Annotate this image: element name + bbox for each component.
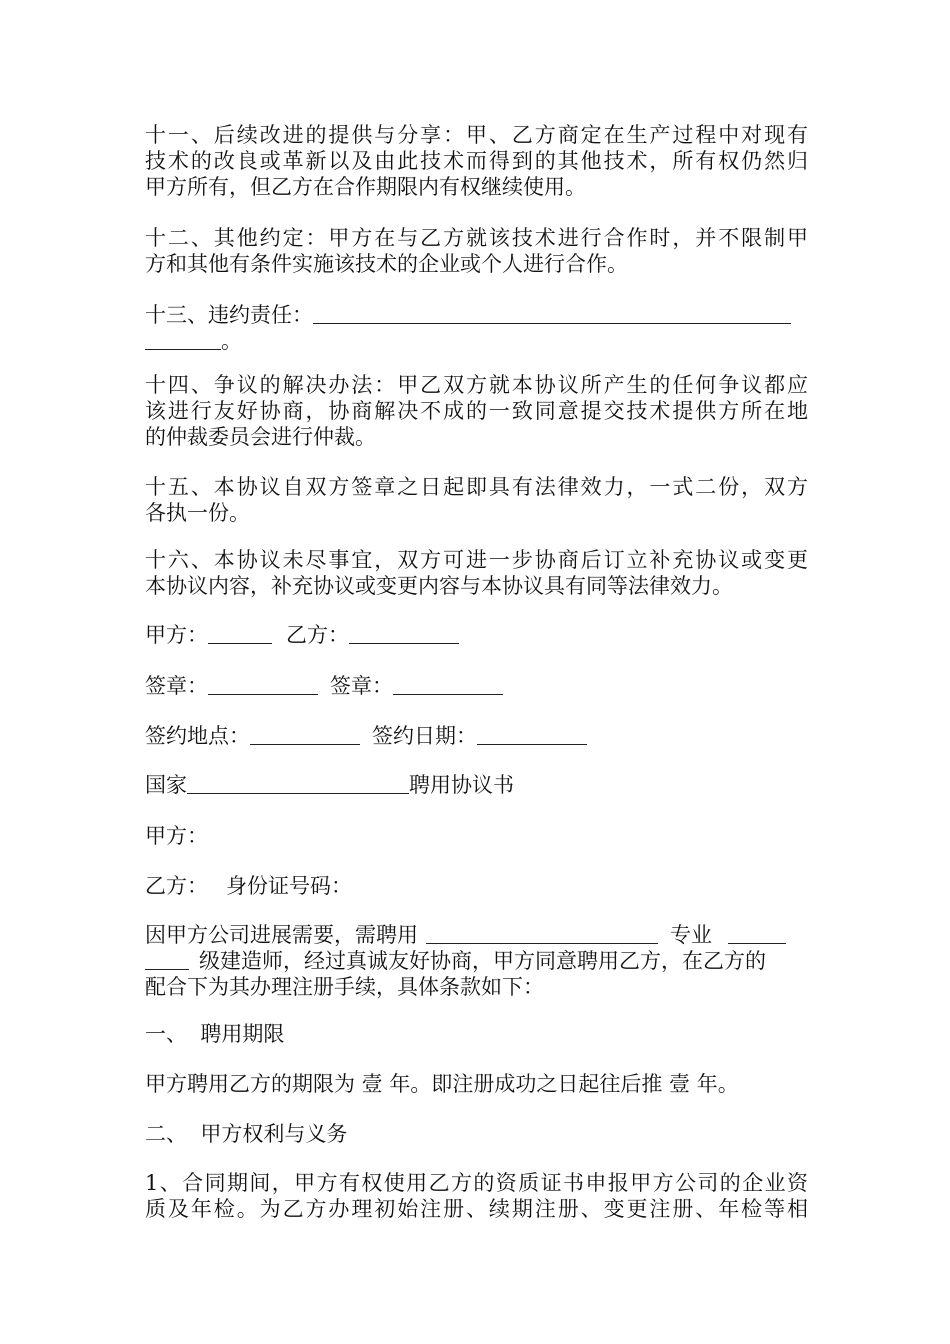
party-a-label: 甲方： <box>145 623 208 647</box>
seal-b-blank[interactable] <box>393 676 503 695</box>
seal-a-label: 签章： <box>145 674 208 698</box>
contract2-party-a-label: 甲方： <box>145 824 208 848</box>
breach-liability-blank[interactable] <box>313 305 791 324</box>
contract2-party-b <box>145 873 808 899</box>
intro-part-d: 配合下为其办理注册手续，具体条款如下： <box>145 975 544 999</box>
clause-16 <box>145 547 808 599</box>
section-2-item-1-line-1: 1、合同期间，甲方有权使用乙方的资质证书申报甲方公司的企业资 <box>145 1171 808 1195</box>
signing-date-label: 签约日期： <box>372 724 477 748</box>
clause-11 <box>145 122 808 200</box>
section-1-title-text: 一、 聘用期限 <box>145 1022 285 1046</box>
clause-15-line-2: 各执一份。 <box>145 501 250 525</box>
contract2-party-b-label: 乙方： <box>145 874 208 898</box>
contract2-title <box>145 772 808 798</box>
party-a-blank[interactable] <box>208 625 272 644</box>
clause-16-line-1: 十六、本协议未尽事宜，双方可进一步协商后订立补充协议或变更 <box>145 548 808 572</box>
party-b-label: 乙方： <box>286 623 349 647</box>
section-1-text: 甲方聘用乙方的期限为 壹 年。即注册成功之日起往后推 壹 年。 <box>145 1072 739 1096</box>
clause-12-line-2: 方和其他有条件实施该技术的企业或个人进行合作。 <box>145 252 628 276</box>
title-prefix: 国家 <box>145 773 187 797</box>
clause-14-line-3: 的仲裁委员会进行仲裁。 <box>145 425 376 449</box>
clause-16-line-2: 本协议内容，补充协议或变更内容与本协议具有同等法律效力。 <box>145 574 733 598</box>
clause-13-label: 十三、违约责任： <box>145 303 313 327</box>
specialty-blank[interactable] <box>728 925 786 944</box>
clause-15-line-1: 十五、本协议自双方签章之日起即具有法律效力，一式二份，双方 <box>145 475 808 499</box>
clause-14-line-1: 十四、争议的解决办法：甲乙双方就本协议所产生的任何争议都应 <box>145 373 808 397</box>
intro-part-c: 级建造师，经过真诚友好协商，甲方同意聘用乙方，在乙方的 <box>199 949 766 973</box>
signature-parties-row <box>145 622 808 648</box>
section-2-item-1-line-2: 质及年检。为乙方办理初始注册、续期注册、变更注册、年检等相 <box>145 1197 808 1221</box>
title-suffix: 聘用协议书 <box>409 773 514 797</box>
clause-12-line-1: 十二、其他约定：甲方在与乙方就该技术进行合作时，并不限制甲 <box>145 226 808 250</box>
signature-place-date-row <box>145 723 808 749</box>
contract2-intro <box>145 922 808 1000</box>
seal-b-label: 签章： <box>330 674 393 698</box>
signing-place-blank[interactable] <box>250 726 360 745</box>
clause-11-line-2: 技术的改良或革新以及由此技术而得到的其他技术，所有权仍然归 <box>145 149 808 173</box>
breach-liability-blank-cont[interactable] <box>145 331 221 350</box>
intro-part-b: 专业 <box>670 923 712 947</box>
clause-11-line-3: 甲方所有，但乙方在合作期限内有权继续使用。 <box>145 175 586 199</box>
title-blank[interactable] <box>187 775 409 794</box>
seal-a-blank[interactable] <box>208 676 318 695</box>
contract2-party-a <box>145 823 808 849</box>
id-number-label: 身份证号码： <box>226 874 352 898</box>
clause-11-line-1: 十一、后续改进的提供与分享：甲、乙方商定在生产过程中对现有 <box>145 123 808 147</box>
section-2-title <box>145 1121 808 1147</box>
clause-12 <box>145 225 808 277</box>
section-2-title-text: 二、 甲方权利与义务 <box>145 1122 348 1146</box>
clause-15 <box>145 474 808 526</box>
section-2-item-1 <box>145 1170 808 1222</box>
clause-14-line-2: 该进行友好协商，协商解决不成的一致同意提交技术提供方所在地 <box>145 399 808 423</box>
intro-part-a: 因甲方公司进展需要，需聘用 <box>145 923 418 947</box>
clause-13-end: 。 <box>221 329 242 353</box>
section-1-title <box>145 1021 808 1047</box>
signature-seal-row <box>145 673 808 699</box>
party-b-blank[interactable] <box>349 625 459 644</box>
clause-13 <box>145 302 808 354</box>
grade-blank[interactable] <box>145 951 189 970</box>
clause-14 <box>145 372 808 450</box>
signing-date-blank[interactable] <box>477 726 587 745</box>
section-1-body <box>145 1071 808 1097</box>
signing-place-label: 签约地点： <box>145 724 250 748</box>
hire-position-blank[interactable] <box>426 925 658 944</box>
